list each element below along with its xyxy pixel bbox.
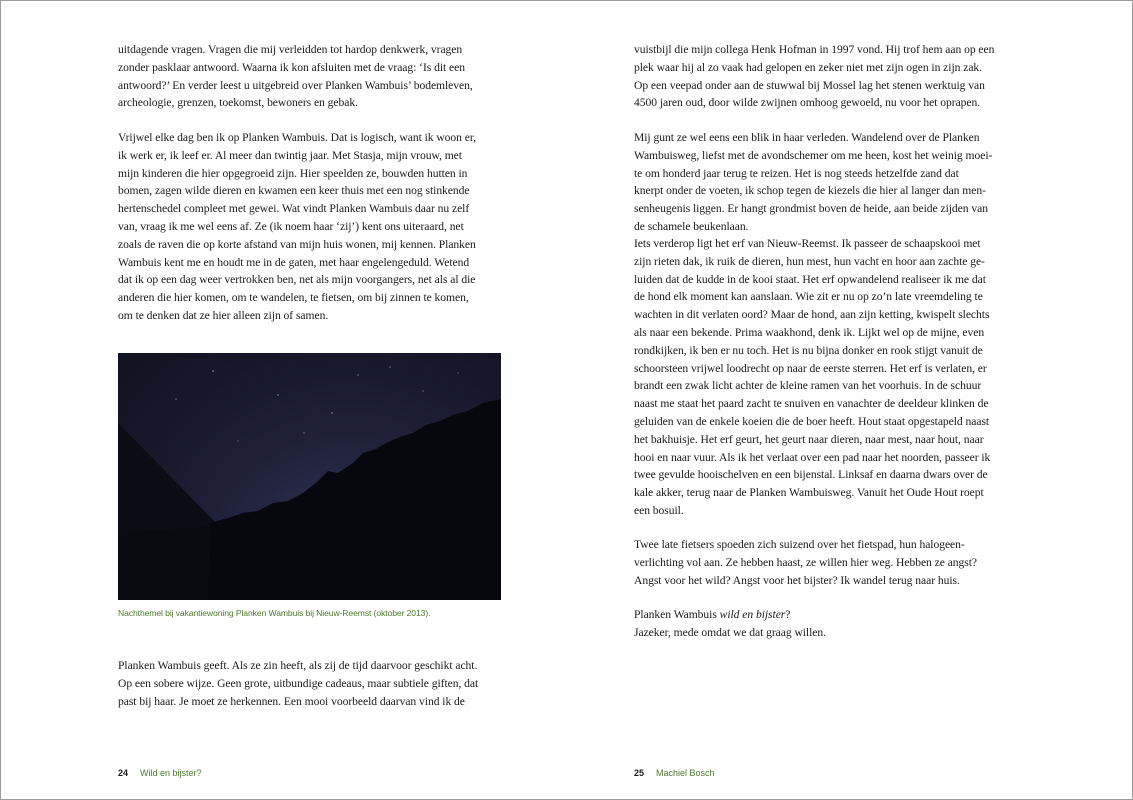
text-line: dat ik op een dag weer vertrokken ben, net als mijn voorgangers, net als al die	[118, 273, 476, 287]
text-line: anderen die hier komen, om te wandelen, te fietsen, om bij zinnen te komen,	[118, 291, 469, 305]
text-line: de hond elk moment kan aanslaan. Wie zit er nu op zo’n late vreemdeling te	[634, 290, 983, 304]
text-line: Wambuisweg, liefst met de avondschemer om me heen, kost het weinig moei-	[634, 148, 993, 162]
photo-caption: Nachthemel bij vakantiewoning Planken Wambuis bij Nieuw-Reemst (oktober 2013).	[118, 608, 431, 618]
text-line: ik werk er, ik leef er. Al meer dan twintig jaar. Met Stasja, mijn vrouw, met	[118, 148, 462, 162]
closing-question-suffix: ?	[785, 608, 791, 621]
text-line: twee gevulde hooischelven en een bijenstal. Linksaf en daarna dwars over de	[634, 468, 988, 482]
text-line: Vrijwel elke dag ben ik op Planken Wambuis. Dat is logisch, want ik woon er,	[118, 131, 477, 144]
text-line: de schamele beukenlaan.	[634, 219, 749, 233]
star	[422, 390, 423, 391]
text-line: Wambuis kent me en houdt me in de gaten, met haar engelengeduld. Wetend	[118, 255, 470, 269]
running-title: Machiel Bosch	[656, 768, 715, 778]
text-line: om te denken dat ze hier alleen zijn of samen.	[118, 308, 329, 322]
text-line: Op een veepad onder aan de stuwwal bij Mossel lag het stenen werktuig van	[634, 78, 985, 92]
text-line: zonder pasklaar antwoord. Waarna ik kon afsluiten met de vraag: ‘Is dit een	[118, 60, 465, 74]
star	[303, 432, 304, 433]
star	[357, 374, 358, 375]
text-line: een bosuil.	[634, 503, 684, 517]
text-line: rondkijken, ik ben er nu toch. Het is nu bijna donker en rook stijgt vanuit de	[634, 343, 983, 357]
left-paragraph-1	[118, 41, 508, 112]
right-paragraph-1	[634, 41, 1024, 112]
star	[238, 441, 239, 442]
text-line: te om honderd jaar terug te reizen. Het is nog steeds hetzelfde zand dat	[634, 166, 959, 180]
text-line: schoorsteen vrijwel loodrecht op naar de eerste sterren. Het erf is verlaten, er	[634, 361, 987, 375]
star	[277, 394, 278, 395]
left-page-footer	[118, 768, 202, 778]
page-number: 25	[634, 768, 645, 778]
text-line: Mij gunt ze wel eens een blik in haar verleden. Wandelend over de Planken	[634, 131, 980, 144]
text-line: 4500 jaren oud, door wilde zwijnen omhoog gewoeld, nu voor het oprapen.	[634, 96, 981, 110]
text-line: kale akker, terug naar de Planken Wambuisweg. Vanuit het Oude Hout roept	[634, 486, 984, 500]
house-roof-silhouette	[118, 423, 218, 533]
closing-question	[634, 606, 1024, 624]
star	[175, 398, 176, 399]
right-page-footer	[634, 768, 715, 778]
right-paragraph-4	[634, 536, 1024, 589]
text-line: past bij haar. Je moet ze herkennen. Een mooi voorbeeld daarvan vind ik de	[118, 694, 465, 708]
star	[389, 366, 390, 367]
left-page	[1, 1, 567, 799]
left-paragraph-2	[118, 129, 508, 325]
text-line: brandt een zwak licht achter de kleine ramen van het voorhuis. In de schuur	[634, 379, 982, 393]
text-line: luiden dat de kudde in de kooi staat. Het erf opwandelend realiseer ik me dat	[634, 272, 986, 286]
text-line: van, vraag ik me wel eens af. Ze (ik noem haar ‘zij’) kent ons uiteraard, net	[118, 219, 464, 233]
text-line: wachten in dit verlaten oord? Maar de hond, aan zijn ketting, kwispelt slechts	[634, 308, 990, 322]
running-title: Wild en bijster?	[140, 768, 202, 778]
text-line: als naar een bekende. Prima waakhond, denk ik. Lijkt wel op de mijne, even	[634, 325, 985, 339]
text-line: hertenschedel compleet met gewei. Wat vindt Planken Wambuis daar nu zelf	[118, 202, 470, 216]
star	[458, 373, 459, 374]
text-line: zoals de raven die op korte afstand van mijn huis wonen, mij kennen. Planken	[118, 237, 476, 251]
text-line: verlichting vol aan. Ze hebben haast, ze willen hier weg. Hebben ze angst?	[634, 555, 978, 569]
text-line: hooi en naar vuur. Als ik het verlaat over een pad naar het noorden, passeer ik	[634, 450, 991, 464]
text-line: knerpt onder de voeten, ik schop tegen de kiezels die hier al langer dan men-	[634, 184, 986, 198]
left-paragraph-3	[118, 657, 508, 710]
text-line: senheugenis liggen. Er hangt grondmist boven de heide, aan beide zijden van	[634, 202, 988, 216]
text-line: zijn rieten dak, ik ruik de dieren, hun mest, hun vacht en hoor aan zachte ge-	[634, 254, 985, 268]
night-sky-illustration	[118, 353, 501, 600]
text-line: het bakhuisje. Het erf geurt, het geurt naar dieren, naar mest, naar hout, naar	[634, 432, 984, 446]
text-line: Twee late fietsers spoeden zich suizend over het fietspad, hun halogeen-	[634, 538, 965, 551]
text-line: Angst voor het wild? Angst voor het bijster? Ik wandel terug naar huis.	[634, 573, 960, 587]
text-line: archeologie, grenzen, toekomst, bewoners en gebak.	[118, 96, 358, 110]
right-page	[567, 1, 1132, 799]
page-number: 24	[118, 768, 129, 778]
tree-line-silhouette	[208, 399, 501, 600]
text-line: mijn kinderen die hier opgegroeid zijn. Hier speelden ze, bouwden hutten in	[118, 166, 468, 180]
closing-answer: Jazeker, mede omdat we dat graag willen.	[634, 625, 826, 639]
right-paragraph-5	[634, 606, 1024, 642]
right-paragraph-3	[634, 235, 1024, 520]
night-sky-photo	[118, 353, 501, 600]
text-line: vuistbijl die mijn collega Henk Hofman in 1997 vond. Hij trof hem aan op een	[634, 43, 995, 56]
closing-question-prefix: Planken Wambuis	[634, 608, 720, 621]
text-line: naast me staat het paard zacht te snuiven en vanachter de deeldeur klinken de	[634, 397, 989, 411]
text-line: Op een sobere wijze. Geen grote, uitbundige cadeaus, maar subtiele giften, dat	[118, 676, 479, 690]
star	[212, 370, 214, 372]
right-paragraph-2	[634, 129, 1024, 236]
text-line: antwoord?’ En verder leest u uitgebreid over Planken Wambuis’ bodemleven,	[118, 78, 473, 92]
closing-question-italic: wild en bijster	[719, 608, 786, 621]
text-line: plek waar hij al zo vaak had gelopen en zeker niet met zijn ogen in zijn zak.	[634, 60, 983, 74]
star	[331, 412, 332, 413]
text-line: geluiden van de enkele koeien die de boer heeft. Hout staat opgestapeld naast	[634, 414, 990, 428]
text-line: uitdagende vragen. Vragen die mij verleidden tot hardop denkwerk, vragen	[118, 43, 463, 56]
text-line: bomen, zagen wilde dieren en kwamen een keer thuis met een nog stinkende	[118, 184, 470, 198]
text-line: Planken Wambuis geeft. Als ze zin heeft, als zij de tijd daarvoor geschikt acht.	[118, 659, 478, 672]
text-line: Iets verderop ligt het erf van Nieuw-Reemst. Ik passeer de schaapskooi met	[634, 237, 981, 250]
